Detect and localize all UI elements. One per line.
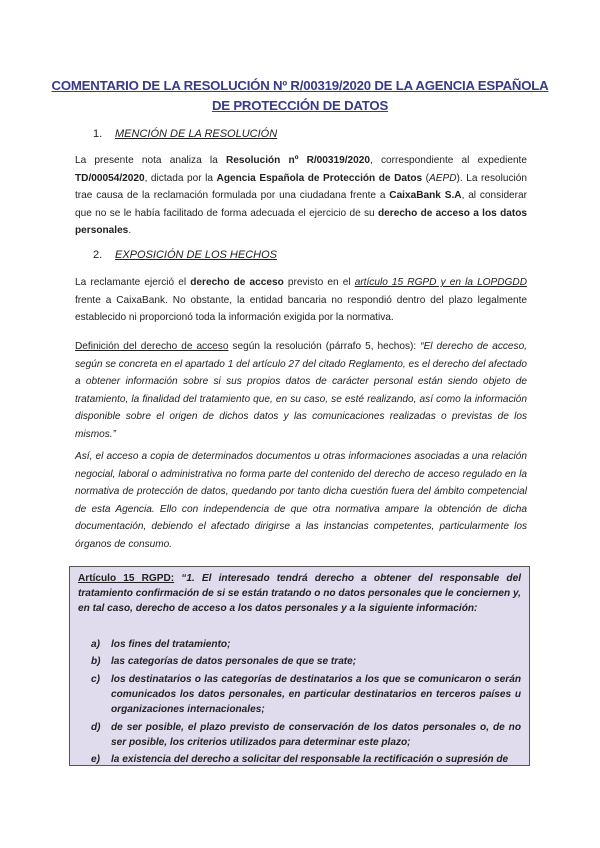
paragraph-definition: Definición del derecho de acceso según la resolución (párrafo 5, hechos): “El derecho de acceso, según se concreta en el apartado 1 del artículo 27 del citado Reglamento, es el derecho del afectado a obtener información sobre si sus propios datos de carácter personal están siendo objeto de tratamiento, la finalidad del tratamiento que, en su caso, se esté realizando, así como la información disponible sobre el origen de dichos datos y las comunicaciones realizadas o previstas de los mismos.” [75,341,527,440]
definition-lead: Definición del derecho de acceso [75,341,229,352]
article-15-box [69,566,530,766]
company-name: CaixaBank S.A [389,190,462,202]
list-item: c) los destinatarios o las categorías de destinatarios a los que se comunicaron o serán comunicados los datos personales, en particular destinatarios en terceros países u organizaciones internacionales; [91,673,521,716]
right-of-access-term: derecho de acceso [190,277,284,288]
section-2-number: 2. [93,249,103,261]
section-2-title: EXPOSICIÓN DE LOS HECHOS [115,249,277,261]
article-15-label: Artículo 15 RGPD: [78,573,175,584]
article-15-intro: Artículo 15 RGPD: “1. El interesado tendrá derecho a obtener del responsable del tratamiento confirmación de si se están tratando o no datos personales que le conciernen y, en tal caso, derecho de acceso a los datos personales y a la siguiente información: [78,573,521,615]
resolution-number: Resolución nº R/00319/2020 [225,155,370,166]
article-15-link[interactable]: artículo 15 RGPD y en la LOPDGDD [354,277,527,288]
right-of-access-phrase: derecho de acceso a los datos personales [75,207,528,237]
paragraph-facts: La reclamante ejerció el derecho de acceso previsto en el artículo 15 RGPD y en la LOPDGDD frente a CaixaBank. No obstante, la entidad bancaria no respondió dentro del plazo legalmente establecido ni proporcionó toda la información exigida por la normativa. [75,277,527,324]
title-line-1: COMENTARIO DE LA RESOLUCIÓN Nº R/00319/2020 DE LA AGENCIA ESPAÑOLA [51,78,549,93]
document-title [40,76,560,116]
list-item: b) las categorías de datos personales de que se trate; [91,656,357,668]
paragraph-resolution: La presente nota analiza la Resolución nº R/00319/2020, correspondiente al expediente TD/00054/2020, dictada por la Agencia Española de Protección de Datos (AEPD). La resolución trae causa de la reclamación formulada por una ciudadana frente a CaixaBank S.A, al considerar que no se le había facilitado de forma adecuada el ejercicio de su derecho de acceso a los datos personales. [75,155,528,237]
section-1-number: 1. [93,128,103,140]
section-1-title: MENCIÓN DE LA RESOLUCIÓN [115,128,278,140]
section-2-heading [93,249,277,261]
list-item: d) de ser posible, el plazo previsto de conservación de los datos personales o, de no ser posible, los criterios utilizados para determinar este plazo; [91,721,521,748]
agency-name: Agencia Española de Protección de Datos [216,172,423,184]
paragraph-scope: Así, el acceso a copia de determinados documentos u otras informaciones asociadas a una relación negocial, laboral o administrativa no forma parte del contenido del derecho de acceso regulado en la normativa de protección de datos, quedando por tanto dicha cuestión fuera del ámbito competencial de esta Agencia. Ello con independencia de que otra normativa ampare la obtención de dicha documentación, debiendo el afectado dirigirse a las instancias competentes, particularmente los órganos de consumo. [75,451,527,550]
list-item: e) la existencia del derecho a solicitar del responsable la rectificación o supresión de [91,754,509,766]
list-item: a) los fines del tratamiento; [91,639,231,650]
definition-quote: “El derecho de acceso, según se concreta en el apartado 1 del artículo 27 del citado Reglamento, es el derecho del afectado a obtener información sobre si sus propios datos de carácter personal están siendo objeto de tratamiento, la finalidad del tratamiento que, en su caso, se esté realizando, así como la información disponible sobre el origen de dichos datos y las comunicaciones realizadas o previstas de los mismos.” [75,341,527,440]
case-file-number: TD/00054/2020 [75,172,145,184]
agency-acronym: AEPD [429,172,457,184]
article-15-list [91,637,521,766]
section-1-heading [93,128,277,140]
title-line-2: DE PROTECCIÓN DE DATOS [211,98,389,113]
